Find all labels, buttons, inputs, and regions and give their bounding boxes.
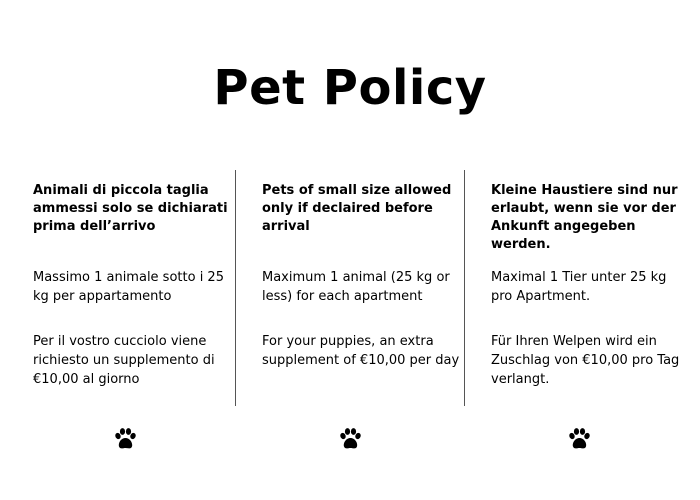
paw-icon (568, 427, 590, 451)
paw-icon (339, 427, 361, 451)
policy-fee: Per il vostro cucciolo viene richiesto un supplemento di €10,00 al giorno (33, 334, 215, 387)
column-divider (235, 170, 236, 406)
policy-rule: Maximal 1 Tier unter 25 kg pro Apartment. (491, 270, 667, 304)
policy-fee: For your puppies, an extra supplement of €10,00 per day (262, 334, 460, 368)
policy-column-english (262, 182, 462, 368)
policy-fee: Für Ihren Welpen wird ein Zuschlag von €10,00 pro Tag verlangt. (491, 334, 680, 387)
policy-rule: Maximum 1 animal (25 kg or less) for each apartment (262, 270, 450, 304)
policy-column-german (491, 182, 691, 387)
paw-icon (114, 427, 136, 451)
column-divider (464, 170, 465, 406)
policy-heading: Kleine Haustiere sind nur erlaubt, wenn sie vor der Ankunft angegeben werden. (491, 183, 678, 252)
policy-heading: Animali di piccola taglia ammessi solo se dichiarati prima dell’arrivo (33, 183, 228, 234)
policy-rule: Massimo 1 animale sotto i 25 kg per appartamento (33, 270, 224, 304)
policy-heading: Pets of small size allowed only if declaired before arrival (262, 183, 452, 234)
policy-column-italian (33, 182, 233, 387)
page-title: Pet Policy (213, 60, 487, 116)
